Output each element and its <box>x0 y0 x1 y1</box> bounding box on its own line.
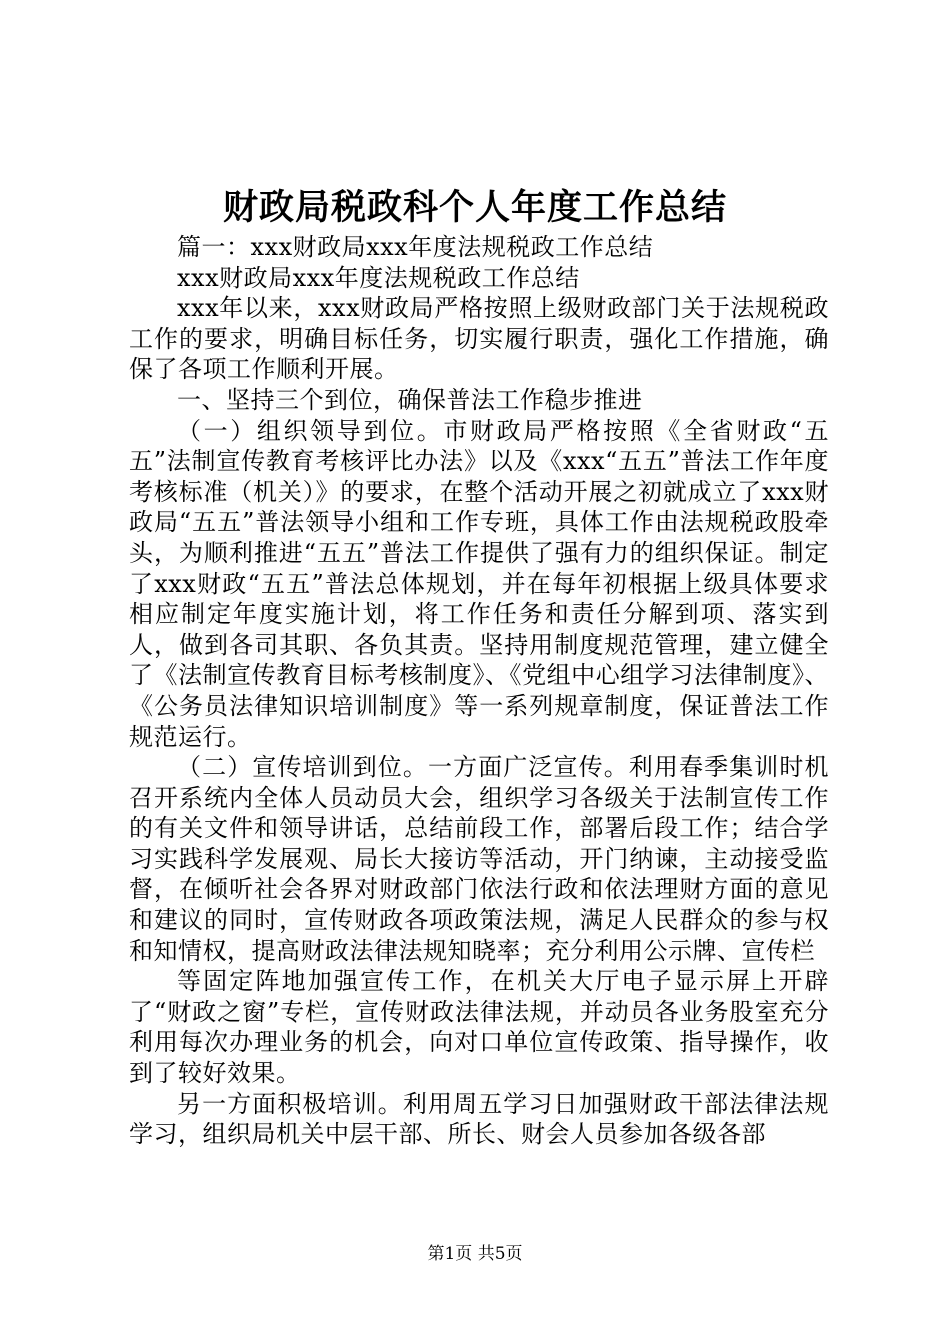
paragraph-fixed-positions: 等固定阵地加强宣传工作，在机关大厅电子显示屏上开辟了“财政之窗”专栏，宣传财政法律法规，并动员各业务股室充分利用每次办理业务的机会，向对口单位宣传政策、指导操作，收到了较好效果。 <box>129 967 829 1088</box>
page-number-footer: 第1页 共5页 <box>427 1244 523 1264</box>
paragraph-intro: xxx年以来，xxx财政局严格按照上级财政部门关于法规税政工作的要求，明确目标任务，切实履行职责，强化工作措施，确保了各项工作顺利开展。 <box>129 294 829 384</box>
document-title: 财政局税政科个人年度工作总结 <box>222 187 727 228</box>
paragraph-chapter-heading: 篇一：xxx财政局xxx年度法规税政工作总结 <box>177 233 654 261</box>
paragraph-section-heading: 一、坚持三个到位，确保普法工作稳步推进 <box>177 385 643 414</box>
paragraph-publicity: （二）宣传培训到位。一方面广泛宣传。利用春季集训时机召开系统内全体人员动员大会，组织学习各级关于法制宣传工作的有关文件和领导讲话，总结前段工作，部署后段工作；结合学习实践科学发展观、局长大接访等活动，开门纳谏，主动接受监督，在倾听社会各界对财政部门依法行政和依法理财方面的意见和建议的同时，宣传财政各项政策法规，满足人民群众的参与权和知情权，提高财政法律法规知晓率；充分利用公示牌、宣传栏 <box>129 753 829 965</box>
document-body <box>129 232 829 1150</box>
paragraph-organization: （一）组织领导到位。市财政局严格按照《全省财政“五五”法制宣传教育考核评比办法》以及《xxx“五五”普法工作年度考核标准（机关）》的要求，在整个活动开展之初就成立了xxx财政局“五五”普法领导小组和工作专班，具体工作由法规税政股牵头，为顺利推进“五五”普法工作提供了强有力的组织保证。制定了xxx财政“五五”普法总体规划，并在每年初根据上级具体要求相应制定年度实施计划，将工作任务和责任分解到项、落实到人，做到各司其职、各负其责。坚持用制度规范管理，建立健全了《法制宣传教育目标考核制度》、《党组中心组学习法律制度》、《公务员法律知识培训制度》等一系列规章制度，保证普法工作规范运行。 <box>129 416 829 751</box>
paragraph-training: 另一方面积极培训。利用周五学习日加强财政干部法律法规学习，组织局机关中层干部、所长、财会人员参加各级各部 <box>129 1089 829 1149</box>
paragraph-subtitle: xxx财政局xxx年度法规税政工作总结 <box>177 263 580 292</box>
